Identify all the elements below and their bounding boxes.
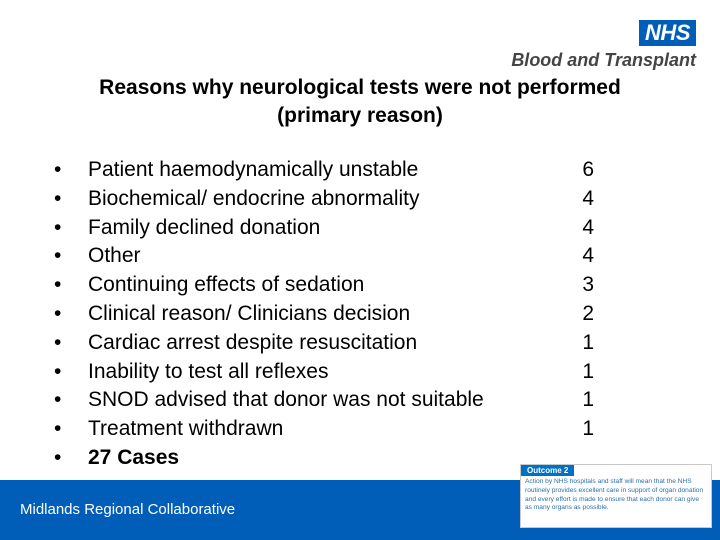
- footer-text: Midlands Regional Collaborative: [20, 501, 236, 518]
- reason-count: 1: [582, 359, 594, 383]
- reason-count: 4: [582, 244, 594, 268]
- reason-count: 4: [582, 186, 594, 210]
- list-item: [54, 386, 594, 415]
- list-item: [54, 214, 594, 243]
- reason-count: 6: [582, 158, 594, 181]
- reason-label: Cardiac arrest despite resuscitation: [88, 330, 418, 354]
- total-cases-item: [54, 444, 594, 473]
- title-line-1: Reasons why neurological tests were not performed: [99, 76, 621, 99]
- reason-count: 4: [582, 215, 594, 239]
- reason-label: Clinical reason/ Clinicians decision: [88, 301, 411, 325]
- nhsbt-logo: [486, 20, 696, 72]
- bullet: •: [54, 330, 62, 354]
- bullet: •: [54, 417, 62, 441]
- slide-title: [20, 74, 700, 130]
- reason-count: 2: [582, 301, 594, 325]
- reason-count: 1: [582, 330, 594, 354]
- reason-count: 3: [582, 273, 594, 297]
- list-item: [54, 185, 594, 214]
- reasons-list: [54, 156, 594, 473]
- reason-label: Treatment withdrawn: [88, 417, 284, 441]
- bullet: •: [54, 445, 62, 469]
- title-line-2: (primary reason): [277, 104, 443, 127]
- outcome-label: Outcome 2: [521, 465, 574, 476]
- list-item: [54, 415, 594, 444]
- reason-label: Continuing effects of sedation: [88, 273, 365, 297]
- reason-label: Inability to test all reflexes: [88, 359, 329, 383]
- bullet: •: [54, 388, 62, 412]
- list-item: [54, 271, 594, 300]
- bullet: •: [54, 186, 62, 210]
- bullet: •: [54, 273, 62, 297]
- nhs-logo-box: NHS: [639, 20, 696, 46]
- reason-count: 1: [582, 388, 594, 412]
- list-item: [54, 358, 594, 387]
- bullet: •: [54, 359, 62, 383]
- bullet: •: [54, 301, 62, 325]
- list-item: [54, 329, 594, 358]
- reason-count: 1: [582, 417, 594, 441]
- outcome-box: [520, 464, 712, 528]
- reason-label: Patient haemodynamically unstable: [88, 158, 419, 181]
- list-item: [54, 156, 594, 185]
- reason-label: Family declined donation: [88, 215, 321, 239]
- reason-label: Other: [88, 244, 141, 268]
- total-cases-label: 27 Cases: [88, 445, 180, 469]
- bullet: •: [54, 244, 62, 268]
- bullet: •: [54, 215, 62, 239]
- reason-label: Biochemical/ endocrine abnormality: [88, 186, 420, 210]
- outcome-text: Action by NHS hospitals and staff will mean that the NHS routinely provides excellent care in support of organ donation and every effort is made to ensure that each donor can give as many organs as possible.: [525, 478, 704, 512]
- reason-label: SNOD advised that donor was not suitable: [88, 388, 484, 412]
- list-item: [54, 242, 594, 271]
- bullet: •: [54, 158, 62, 181]
- organisation-name: Blood and Transplant: [511, 50, 696, 70]
- list-item: [54, 300, 594, 329]
